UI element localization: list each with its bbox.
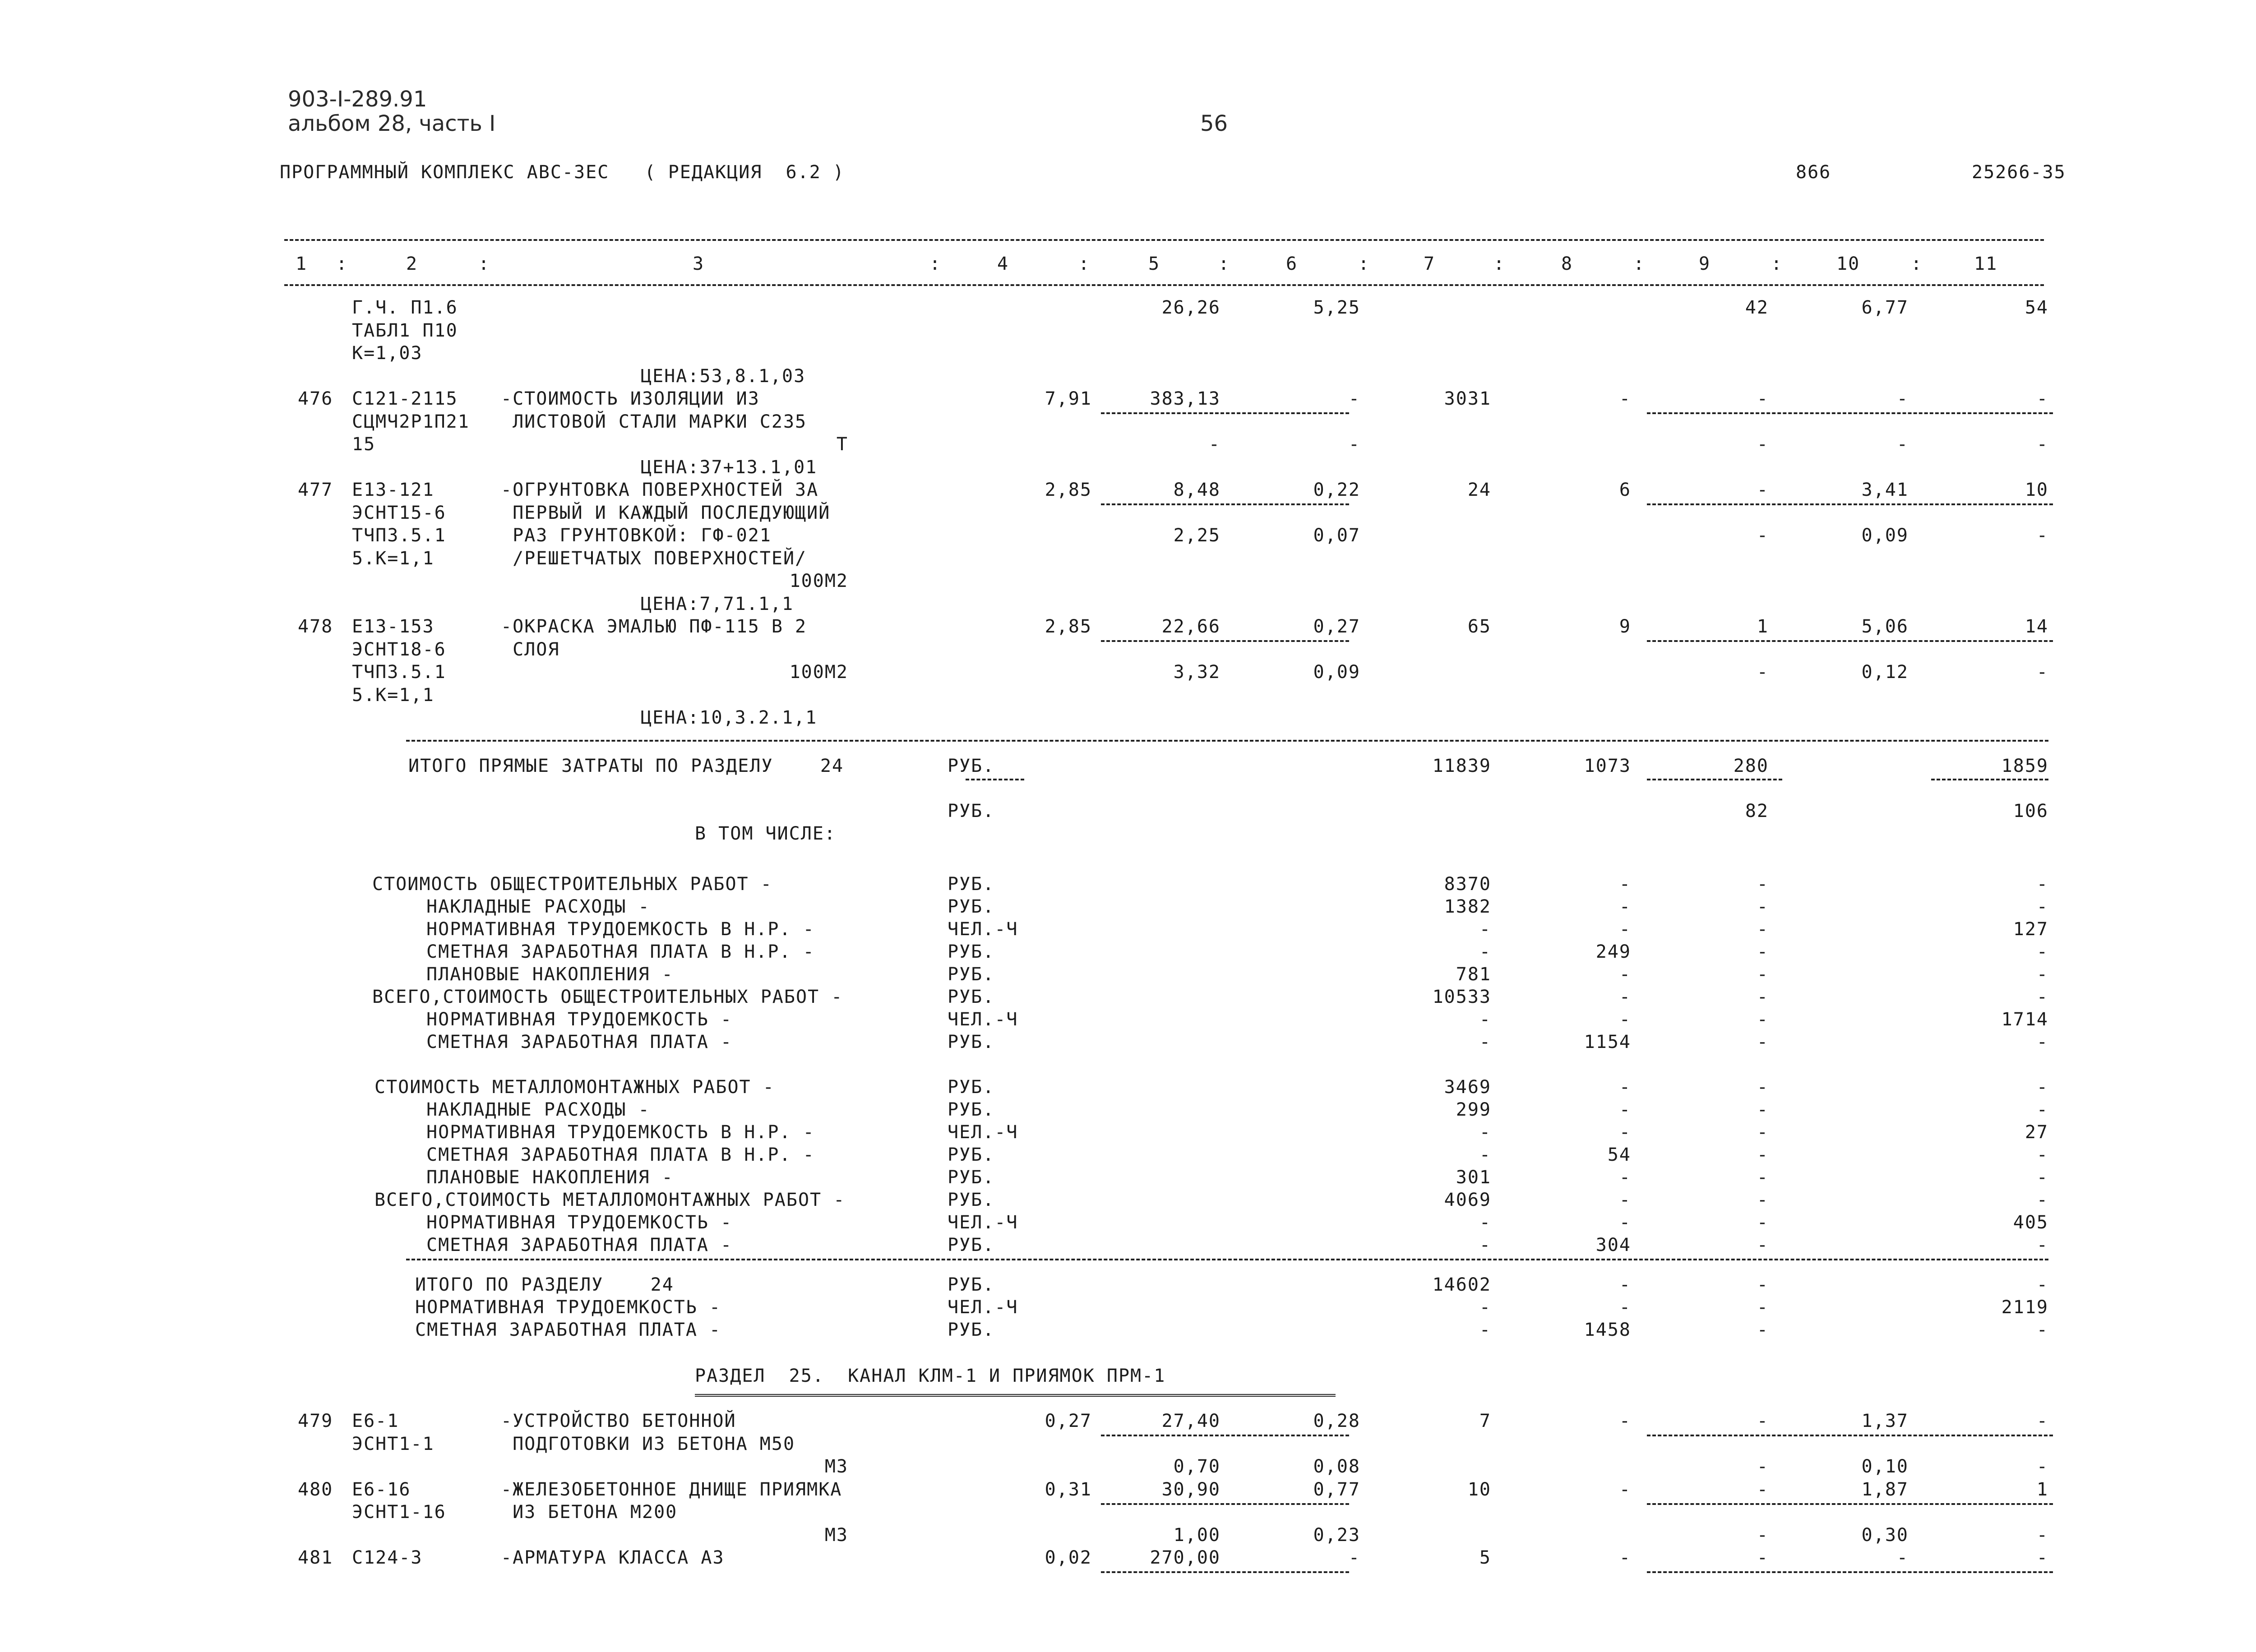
item-unit: М3 bbox=[824, 1456, 848, 1477]
cell-c5: 22,66 bbox=[1161, 616, 1220, 637]
summary-cell-c7: - bbox=[1479, 1212, 1491, 1233]
summary-unit: РУБ. bbox=[948, 987, 995, 1007]
cell-c5: 26,26 bbox=[1161, 297, 1220, 318]
summary-rule bbox=[406, 740, 2048, 742]
col-sep: : bbox=[1911, 254, 1923, 274]
summary-cell-c8: - bbox=[1619, 1009, 1631, 1030]
cell-c8: - bbox=[1619, 1411, 1631, 1431]
summary-cell-c7: 3469 bbox=[1444, 1077, 1491, 1098]
cell-c6: 0,28 bbox=[1313, 1411, 1360, 1431]
cell-c10: - bbox=[1896, 1547, 1909, 1568]
item-number: 481 bbox=[298, 1547, 333, 1568]
item-code: 5.К=1,1 bbox=[352, 548, 435, 569]
summary-unit: РУБ. bbox=[948, 1144, 995, 1165]
totals-cell-c9: - bbox=[1757, 1297, 1769, 1318]
summary-cell-c11: - bbox=[2036, 1077, 2048, 1098]
cell-c10: 0,12 bbox=[1861, 662, 1909, 683]
summary-cell-c9: - bbox=[1757, 941, 1769, 962]
summary-cell-c8: - bbox=[1619, 987, 1631, 1007]
cell-c11: - bbox=[2036, 1524, 2048, 1546]
summary-cell-c8: 249 bbox=[1595, 941, 1631, 962]
summary-cell-c8: - bbox=[1619, 1212, 1631, 1233]
item-description: ПЕРВЫЙ И КАЖДЫЙ ПОСЛЕДУЮЩИЙ bbox=[501, 502, 831, 523]
item-description: /РЕШЕТЧАТЫХ ПОВЕРХНОСТЕЙ/ bbox=[501, 548, 807, 569]
summary-label: НОРМАТИВНАЯ ТРУДОЕМКОСТЬ - bbox=[426, 1009, 733, 1030]
table-header-rule bbox=[284, 284, 2044, 286]
summary-cell-c9: - bbox=[1757, 964, 1769, 985]
cell-c9: - bbox=[1757, 388, 1769, 409]
summary-label: НАКЛАДНЫЕ РАСХОДЫ - bbox=[426, 896, 650, 917]
summary-unit: ЧЕЛ.-Ч bbox=[948, 1009, 1018, 1030]
summary-label: ВСЕГО,СТОИМОСТЬ ОБЩЕСТРОИТЕЛЬНЫХ РАБОТ - bbox=[372, 987, 843, 1007]
cell-c6: 0,08 bbox=[1313, 1456, 1360, 1477]
cell-c5: 8,48 bbox=[1173, 480, 1220, 500]
value-subrule bbox=[1647, 1503, 2053, 1505]
col-9: 9 bbox=[1699, 254, 1711, 274]
item-description: -ОКРАСКА ЭМАЛЬЮ ПФ-115 В 2 bbox=[501, 616, 807, 637]
summary-label: СТОИМОСТЬ МЕТАЛЛОМОНТАЖНЫХ РАБОТ - bbox=[374, 1077, 775, 1098]
cell-c11: - bbox=[2036, 1411, 2048, 1431]
totals-unit: ЧЕЛ.-Ч bbox=[948, 1297, 1018, 1318]
summary-cell-c11: - bbox=[2036, 1167, 2048, 1188]
totals-cell-c11: - bbox=[2036, 1320, 2048, 1340]
summary-unit: РУБ. bbox=[948, 941, 995, 962]
summary-unit: РУБ. bbox=[948, 1235, 995, 1255]
item-number: 476 bbox=[298, 388, 333, 409]
cell-c4: 7,91 bbox=[1045, 388, 1092, 409]
summary-cell-c8: - bbox=[1619, 1190, 1631, 1210]
item-number: 477 bbox=[298, 480, 333, 500]
summary-cell-c11: - bbox=[2036, 1032, 2048, 1052]
item-code: С121-2115 bbox=[352, 388, 458, 409]
totals-cell-c7: - bbox=[1479, 1297, 1491, 1318]
summary-cell-c7: 11839 bbox=[1432, 756, 1491, 776]
cell-c9: - bbox=[1757, 1456, 1769, 1477]
col-sep: : bbox=[1078, 254, 1091, 274]
totals-cell-c9: - bbox=[1757, 1320, 1769, 1340]
summary-cell-c7: 301 bbox=[1456, 1167, 1491, 1188]
cell-c9: - bbox=[1757, 480, 1769, 500]
summary-cell-c7: - bbox=[1479, 1032, 1491, 1052]
summary-label: ПЛАНОВЫЕ НАКОПЛЕНИЯ - bbox=[426, 964, 674, 985]
totals-cell-c11: - bbox=[2036, 1274, 2048, 1295]
cell-c10: 0,10 bbox=[1861, 1456, 1909, 1477]
summary-unit: РУБ. bbox=[948, 1032, 995, 1052]
col-sep: : bbox=[1493, 254, 1506, 274]
summary-cell-c9: - bbox=[1757, 987, 1769, 1007]
section-title-underline bbox=[695, 1394, 1336, 1397]
table-top-rule bbox=[284, 239, 2044, 241]
summary-unit: РУБ. bbox=[948, 896, 995, 917]
item-code: С124-3 bbox=[352, 1547, 423, 1568]
summary-cell-c11: - bbox=[2036, 896, 2048, 917]
col-sep: : bbox=[1633, 254, 1646, 274]
totals-label: НОРМАТИВНАЯ ТРУДОЕМКОСТЬ - bbox=[415, 1297, 721, 1318]
summary-unit: РУБ. bbox=[948, 1190, 995, 1210]
cell-c5: 3,32 bbox=[1173, 662, 1220, 683]
code-right: 25266-35 bbox=[1972, 162, 2066, 183]
cell-c6: 0,07 bbox=[1313, 525, 1360, 546]
summary-cell-c7: 299 bbox=[1456, 1099, 1491, 1120]
summary-label: НОРМАТИВНАЯ ТРУДОЕМКОСТЬ - bbox=[426, 1212, 733, 1233]
item-code: К=1,03 bbox=[352, 343, 423, 364]
col-sep: : bbox=[1358, 254, 1370, 274]
summary-unit: РУБ. bbox=[948, 1167, 995, 1188]
summary-label: ВСЕГО,СТОИМОСТЬ МЕТАЛЛОМОНТАЖНЫХ РАБОТ - bbox=[374, 1190, 846, 1210]
item-description: -ОГРУНТОВКА ПОВЕРХНОСТЕЙ ЗА bbox=[501, 480, 819, 500]
totals-cell-c8: 1458 bbox=[1584, 1320, 1631, 1340]
summary-cell-c9: - bbox=[1757, 1122, 1769, 1143]
value-subrule bbox=[1647, 503, 2053, 505]
cell-c6: - bbox=[1348, 434, 1360, 455]
summary-unit: РУБ. bbox=[948, 964, 995, 985]
item-code: Е13-153 bbox=[352, 616, 435, 637]
summary-cell-c9: - bbox=[1757, 1009, 1769, 1030]
cell-c7: 7 bbox=[1479, 1411, 1491, 1431]
cell-c6: 5,25 bbox=[1313, 297, 1360, 318]
item-description: -АРМАТУРА КЛАССА А3 bbox=[501, 1547, 725, 1568]
cell-c7: 3031 bbox=[1444, 388, 1491, 409]
summary-cell-c8: - bbox=[1619, 874, 1631, 895]
value-subrule bbox=[1101, 503, 1349, 505]
totals-cell-c7: - bbox=[1479, 1320, 1491, 1340]
cell-c10: 3,41 bbox=[1861, 480, 1909, 500]
cell-c8: 9 bbox=[1619, 616, 1631, 637]
summary-unit: РУБ. bbox=[948, 756, 995, 776]
summary-cell-c8: - bbox=[1619, 1122, 1631, 1143]
item-code: ТЧП3.5.1 bbox=[352, 525, 446, 546]
summary-cell-c9: - bbox=[1757, 874, 1769, 895]
col-sep: : bbox=[929, 254, 942, 274]
cell-c4: 0,02 bbox=[1045, 1547, 1092, 1568]
cell-c11: 10 bbox=[2025, 480, 2048, 500]
item-code: Е6-16 bbox=[352, 1479, 411, 1500]
item-code: ЭСНТ18-6 bbox=[352, 639, 446, 660]
summary-cell-c11: - bbox=[2036, 941, 2048, 962]
cell-c8: - bbox=[1619, 388, 1631, 409]
price-formula: ЦЕНА:37+13.1,01 bbox=[641, 457, 818, 478]
item-description: -УСТРОЙСТВО БЕТОННОЙ bbox=[501, 1411, 736, 1431]
summary-cell-c7: - bbox=[1479, 941, 1491, 962]
cell-c10: 0,09 bbox=[1861, 525, 1909, 546]
summary-cell-c9: - bbox=[1757, 1032, 1769, 1052]
summary-cell-c7: 1382 bbox=[1444, 896, 1491, 917]
item-code: 5.К=1,1 bbox=[352, 684, 435, 706]
summary-label: СМЕТНАЯ ЗАРАБОТНАЯ ПЛАТА В Н.Р. - bbox=[426, 941, 815, 962]
summary-cell-c8: - bbox=[1619, 919, 1631, 940]
cell-c9: - bbox=[1757, 1524, 1769, 1546]
summary-cell-c7: - bbox=[1479, 1144, 1491, 1165]
value-subrule bbox=[1101, 412, 1349, 414]
col-2: 2 bbox=[406, 254, 418, 274]
cell-c5: 383,13 bbox=[1150, 388, 1220, 409]
cell-c4: 0,31 bbox=[1045, 1479, 1092, 1500]
summary-cell-c11: - bbox=[2036, 1099, 2048, 1120]
summary-unit: ЧЕЛ.-Ч bbox=[948, 1212, 1018, 1233]
summary-cell-c7: - bbox=[1479, 919, 1491, 940]
summary-cell-c11: 1714 bbox=[2001, 1009, 2048, 1030]
cell-c10: 1,87 bbox=[1861, 1479, 1909, 1500]
album-label: альбом 28, часть I bbox=[288, 111, 496, 136]
cell-c9: 1 bbox=[1757, 616, 1769, 637]
item-code: 15 bbox=[352, 434, 376, 455]
cell-c7: 5 bbox=[1479, 1547, 1491, 1568]
cell-c5: 30,90 bbox=[1161, 1479, 1220, 1500]
section-title: РАЗДЕЛ 25. КАНАЛ КЛМ-1 И ПРИЯМОК ПРМ-1 bbox=[695, 1366, 1166, 1386]
item-number: 479 bbox=[298, 1411, 333, 1431]
cell-c6: 0,77 bbox=[1313, 1479, 1360, 1500]
price-formula: ЦЕНА:7,71.1,1 bbox=[641, 593, 794, 614]
summary-cell-c11: 106 bbox=[2013, 801, 2048, 821]
item-code: ТАБЛ1 П10 bbox=[352, 320, 458, 341]
totals-rule bbox=[406, 1259, 2048, 1260]
col-sep: : bbox=[1218, 254, 1230, 274]
value-subrule bbox=[1647, 412, 2053, 414]
cell-c6: 0,22 bbox=[1313, 480, 1360, 500]
summary-cell-c9: - bbox=[1757, 1190, 1769, 1210]
summary-label: НОРМАТИВНАЯ ТРУДОЕМКОСТЬ В Н.Р. - bbox=[426, 1122, 815, 1143]
cell-c8: - bbox=[1619, 1547, 1631, 1568]
col-6: 6 bbox=[1286, 254, 1298, 274]
item-code: Е6-1 bbox=[352, 1411, 399, 1431]
item-code: ЭСНТ15-6 bbox=[352, 502, 446, 523]
cell-c10: 5,06 bbox=[1861, 616, 1909, 637]
cell-c7: 10 bbox=[1467, 1479, 1491, 1500]
summary-cell-c8: 1073 bbox=[1584, 756, 1631, 776]
item-description: -ЖЕЛЕЗОБЕТОННОЕ ДНИЩЕ ПРИЯМКА bbox=[501, 1479, 842, 1500]
summary-label: СМЕТНАЯ ЗАРАБОТНАЯ ПЛАТА - bbox=[426, 1032, 733, 1052]
summary-subrule bbox=[1931, 779, 2048, 780]
item-code: ЭСНТ1-16 bbox=[352, 1502, 446, 1523]
totals-unit: РУБ. bbox=[948, 1320, 995, 1340]
col-3: 3 bbox=[693, 254, 705, 274]
summary-label: НАКЛАДНЫЕ РАСХОДЫ - bbox=[426, 1099, 650, 1120]
summary-cell-c7: 8370 bbox=[1444, 874, 1491, 895]
summary-cell-c8: - bbox=[1619, 1077, 1631, 1098]
col-sep: : bbox=[336, 254, 348, 274]
summary-cell-c11: 405 bbox=[2013, 1212, 2048, 1233]
value-subrule bbox=[1647, 640, 2053, 642]
item-code: СЦМЧ2Р1П21 bbox=[352, 411, 470, 432]
item-code: ЭСНТ1-1 bbox=[352, 1433, 435, 1454]
cell-c10: 0,30 bbox=[1861, 1524, 1909, 1546]
cell-c6: - bbox=[1348, 388, 1360, 409]
item-number: 480 bbox=[298, 1479, 333, 1500]
item-description: ИЗ БЕТОНА М200 bbox=[501, 1502, 678, 1523]
summary-cell-c8: 1154 bbox=[1584, 1032, 1631, 1052]
price-formula: ЦЕНА:10,3.2.1,1 bbox=[641, 707, 818, 728]
summary-label: В ТОМ ЧИСЛЕ: bbox=[695, 823, 836, 844]
summary-label: ИТОГО ПРЯМЫЕ ЗАТРАТЫ ПО РАЗДЕЛУ 24 bbox=[408, 756, 844, 776]
summary-label: НОРМАТИВНАЯ ТРУДОЕМКОСТЬ В Н.Р. - bbox=[426, 919, 815, 940]
item-number: 478 bbox=[298, 616, 333, 637]
summary-cell-c8: 54 bbox=[1607, 1144, 1631, 1165]
summary-subrule bbox=[966, 779, 1024, 780]
summary-cell-c9: - bbox=[1757, 1144, 1769, 1165]
cell-c11: - bbox=[2036, 388, 2048, 409]
item-description: РАЗ ГРУНТОВКОЙ: ГФ-021 bbox=[501, 525, 772, 546]
cell-c6: 0,23 bbox=[1313, 1524, 1360, 1546]
summary-label: СТОИМОСТЬ ОБЩЕСТРОИТЕЛЬНЫХ РАБОТ - bbox=[372, 874, 772, 895]
totals-label: ИТОГО ПО РАЗДЕЛУ 24 bbox=[415, 1274, 674, 1295]
summary-cell-c11: - bbox=[2036, 1235, 2048, 1255]
page-number: 56 bbox=[1200, 111, 1228, 136]
program-title: ПРОГРАММНЫЙ КОМПЛЕКС АВС-3ЕС ( РЕДАКЦИЯ 6.2 ) bbox=[280, 162, 845, 183]
summary-cell-c9: - bbox=[1757, 1235, 1769, 1255]
cell-c9: - bbox=[1757, 662, 1769, 683]
item-unit: М3 bbox=[824, 1524, 848, 1546]
summary-cell-c7: - bbox=[1479, 1009, 1491, 1030]
summary-label: СМЕТНАЯ ЗАРАБОТНАЯ ПЛАТА - bbox=[426, 1235, 733, 1255]
col-8: 8 bbox=[1561, 254, 1573, 274]
cell-c6: 0,09 bbox=[1313, 662, 1360, 683]
value-subrule bbox=[1101, 1571, 1349, 1573]
price-formula: ЦЕНА:53,8.1,03 bbox=[641, 365, 806, 387]
value-subrule bbox=[1647, 1435, 2053, 1436]
cell-c8: 6 bbox=[1619, 480, 1631, 500]
cell-c5: 2,25 bbox=[1173, 525, 1220, 546]
cell-c4: 2,85 bbox=[1045, 616, 1092, 637]
col-10: 10 bbox=[1836, 254, 1860, 274]
col-11: 11 bbox=[1974, 254, 1998, 274]
summary-cell-c8: - bbox=[1619, 964, 1631, 985]
item-description: ЛИСТОВОЙ СТАЛИ МАРКИ С235 bbox=[501, 411, 807, 432]
cell-c9: - bbox=[1757, 434, 1769, 455]
summary-cell-c8: - bbox=[1619, 1167, 1631, 1188]
cell-c10: - bbox=[1896, 388, 1909, 409]
item-description: ПОДГОТОВКИ ИЗ БЕТОНА М50 bbox=[501, 1433, 795, 1454]
item-unit: 100М2 bbox=[789, 662, 848, 683]
summary-label: ПЛАНОВЫЕ НАКОПЛЕНИЯ - bbox=[426, 1167, 674, 1188]
summary-unit: ЧЕЛ.-Ч bbox=[948, 919, 1018, 940]
summary-cell-c11: - bbox=[2036, 1190, 2048, 1210]
cell-c10: 1,37 bbox=[1861, 1411, 1909, 1431]
col-1: 1 bbox=[296, 254, 308, 274]
summary-cell-c11: - bbox=[2036, 1144, 2048, 1165]
value-subrule bbox=[1101, 1503, 1349, 1505]
totals-cell-c7: 14602 bbox=[1432, 1274, 1491, 1295]
summary-unit: РУБ. bbox=[948, 874, 995, 895]
cell-c9: - bbox=[1757, 1547, 1769, 1568]
cell-c11: - bbox=[2036, 434, 2048, 455]
cell-c11: 14 bbox=[2025, 616, 2048, 637]
cell-c10: 6,77 bbox=[1861, 297, 1909, 318]
col-sep: : bbox=[478, 254, 490, 274]
summary-cell-c11: - bbox=[2036, 964, 2048, 985]
summary-cell-c7: - bbox=[1479, 1122, 1491, 1143]
summary-unit: РУБ. bbox=[948, 1099, 995, 1120]
cell-c11: - bbox=[2036, 1547, 2048, 1568]
cell-c5: 270,00 bbox=[1150, 1547, 1220, 1568]
cell-c5: - bbox=[1208, 434, 1220, 455]
summary-label: СМЕТНАЯ ЗАРАБОТНАЯ ПЛАТА В Н.Р. - bbox=[426, 1144, 815, 1165]
summary-cell-c11: 127 bbox=[2013, 919, 2048, 940]
cell-c11: 54 bbox=[2025, 297, 2048, 318]
summary-cell-c9: - bbox=[1757, 1099, 1769, 1120]
cell-c11: - bbox=[2036, 662, 2048, 683]
code-left: 866 bbox=[1796, 162, 1831, 183]
cell-c5: 1,00 bbox=[1173, 1524, 1220, 1546]
summary-cell-c9: - bbox=[1757, 1167, 1769, 1188]
cell-c4: 0,27 bbox=[1045, 1411, 1092, 1431]
cell-c9: - bbox=[1757, 1479, 1769, 1500]
totals-cell-c8: - bbox=[1619, 1274, 1631, 1295]
doc-number: 903-I-289.91 bbox=[288, 87, 427, 112]
item-unit: 100М2 bbox=[789, 571, 848, 591]
summary-unit: РУБ. bbox=[948, 1077, 995, 1098]
cell-c5: 0,70 bbox=[1173, 1456, 1220, 1477]
cell-c11: 1 bbox=[2036, 1479, 2048, 1500]
cell-c9: - bbox=[1757, 525, 1769, 546]
cell-c8: - bbox=[1619, 1479, 1631, 1500]
summary-cell-c9: - bbox=[1757, 896, 1769, 917]
item-unit: Т bbox=[836, 434, 848, 455]
value-subrule bbox=[1647, 1571, 2053, 1573]
col-4: 4 bbox=[997, 254, 1009, 274]
cell-c11: - bbox=[2036, 1456, 2048, 1477]
cell-c7: 65 bbox=[1467, 616, 1491, 637]
item-code: Г.Ч. П1.6 bbox=[352, 297, 458, 318]
cell-c11: - bbox=[2036, 525, 2048, 546]
summary-cell-c9: - bbox=[1757, 919, 1769, 940]
cell-c5: 27,40 bbox=[1161, 1411, 1220, 1431]
col-sep: : bbox=[1771, 254, 1783, 274]
summary-cell-c7: 781 bbox=[1456, 964, 1491, 985]
summary-cell-c8: - bbox=[1619, 896, 1631, 917]
summary-cell-c11: 1859 bbox=[2001, 756, 2048, 776]
item-code: ТЧП3.5.1 bbox=[352, 662, 446, 683]
summary-cell-c7: - bbox=[1479, 1235, 1491, 1255]
summary-cell-c7: 10533 bbox=[1432, 987, 1491, 1007]
value-subrule bbox=[1101, 640, 1349, 642]
summary-cell-c8: 304 bbox=[1595, 1235, 1631, 1255]
summary-cell-c11: 27 bbox=[2025, 1122, 2048, 1143]
summary-cell-c9: - bbox=[1757, 1212, 1769, 1233]
item-description: СЛОЯ bbox=[501, 639, 560, 660]
cell-c9: - bbox=[1757, 1411, 1769, 1431]
summary-cell-c9: 82 bbox=[1745, 801, 1769, 821]
cell-c4: 2,85 bbox=[1045, 480, 1092, 500]
summary-cell-c8: - bbox=[1619, 1099, 1631, 1120]
totals-cell-c9: - bbox=[1757, 1274, 1769, 1295]
summary-cell-c11: - bbox=[2036, 987, 2048, 1007]
summary-subrule bbox=[1647, 779, 1782, 780]
summary-unit: РУБ. bbox=[948, 801, 995, 821]
summary-cell-c7: 4069 bbox=[1444, 1190, 1491, 1210]
totals-cell-c8: - bbox=[1619, 1297, 1631, 1318]
item-code: Е13-121 bbox=[352, 480, 435, 500]
summary-cell-c9: - bbox=[1757, 1077, 1769, 1098]
summary-cell-c11: - bbox=[2036, 874, 2048, 895]
cell-c9: 42 bbox=[1745, 297, 1769, 318]
summary-cell-c9: 280 bbox=[1733, 756, 1769, 776]
summary-unit: ЧЕЛ.-Ч bbox=[948, 1122, 1018, 1143]
cell-c6: - bbox=[1348, 1547, 1360, 1568]
totals-unit: РУБ. bbox=[948, 1274, 995, 1295]
cell-c10: - bbox=[1896, 434, 1909, 455]
cell-c6: 0,27 bbox=[1313, 616, 1360, 637]
cell-c7: 24 bbox=[1467, 480, 1491, 500]
col-5: 5 bbox=[1148, 254, 1160, 274]
value-subrule bbox=[1101, 1435, 1349, 1436]
col-7: 7 bbox=[1424, 254, 1436, 274]
item-description: -СТОИМОСТЬ ИЗОЛЯЦИИ ИЗ bbox=[501, 388, 760, 409]
totals-label: СМЕТНАЯ ЗАРАБОТНАЯ ПЛАТА - bbox=[415, 1320, 721, 1340]
totals-cell-c11: 2119 bbox=[2001, 1297, 2048, 1318]
